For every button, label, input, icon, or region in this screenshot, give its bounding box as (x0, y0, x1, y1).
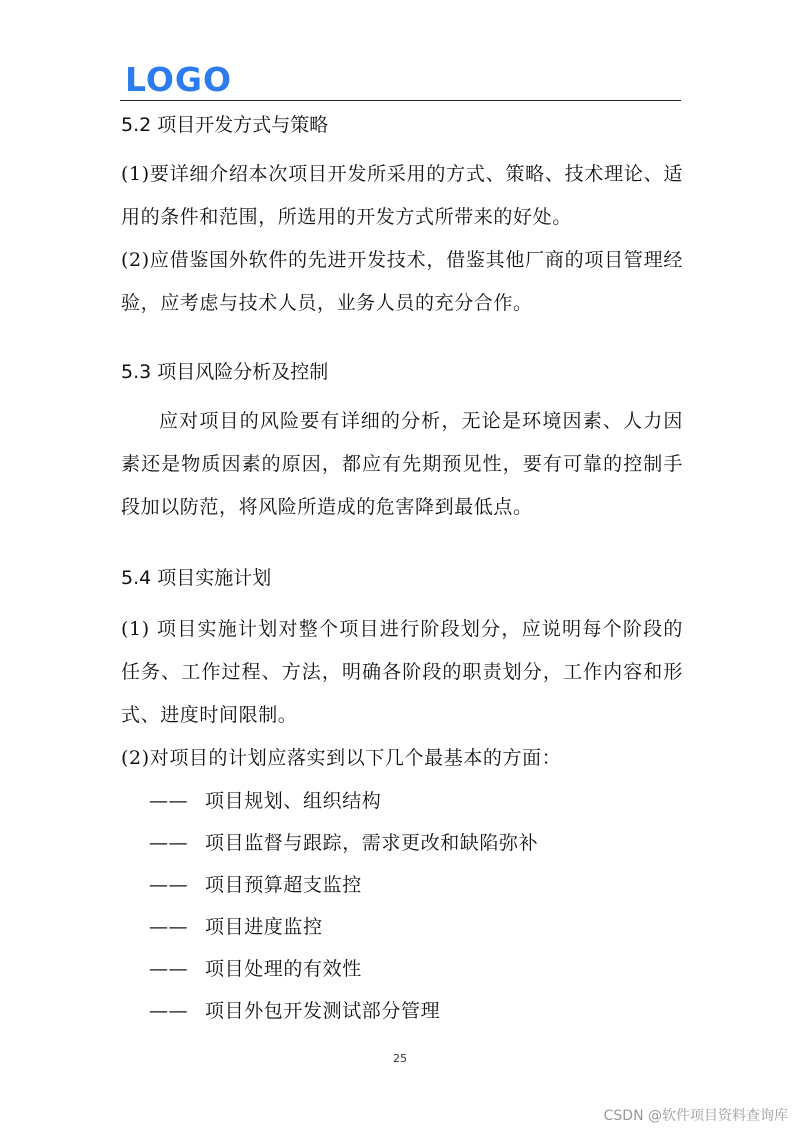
list-item (121, 990, 683, 1032)
paragraph-5-3-1: 应对项目的风险要有详细的分析，无论是环境因素、人力因素还是物质因素的原因，都应有先期预见性，要有可靠的控制手段加以防范，将风险所造成的危害降到最低点。 (121, 410, 683, 518)
logo: LOGO (125, 60, 233, 99)
list-item-text: 项目进度监控 (205, 916, 323, 938)
section-heading-5-4: 5.4 项目实施计划 (121, 567, 272, 589)
dash-mark: —— (149, 958, 189, 980)
paragraph-5-4-2: (2)对项目的计划应落实到以下几个最基本的方面： (121, 747, 562, 769)
dash-mark: —— (149, 874, 189, 896)
paragraph-5-2-2: (2)应借鉴国外软件的先进开发技术，借鉴其他厂商的项目管理经验，应考虑与技术人员，业务人员的充分合作。 (121, 249, 683, 314)
list-item (121, 906, 683, 948)
list-item-text: 项目规划、组织结构 (205, 790, 382, 812)
list-item-text: 项目监督与跟踪，需求更改和缺陷弥补 (205, 832, 539, 854)
watermark: CSDN @软件项目资料查询库 (603, 1108, 788, 1124)
dash-mark: —— (149, 790, 189, 812)
list-item (121, 864, 683, 906)
section-heading-5-3: 5.3 项目风险分析及控制 (121, 361, 329, 383)
list-item (121, 822, 683, 864)
section-heading-5-2: 5.2 项目开发方式与策略 (121, 114, 329, 136)
list-item (121, 780, 683, 822)
dash-mark: —— (149, 832, 189, 854)
dash-mark: —— (149, 1000, 189, 1022)
page-content (121, 102, 683, 1032)
paragraph-5-4-1: (1) 项目实施计划对整个项目进行阶段划分，应说明每个阶段的任务、工作过程、方法，明确各阶段的职责划分，工作内容和形式、进度时间限制。 (121, 618, 683, 726)
list-item-text: 项目处理的有效性 (205, 958, 362, 980)
list-item-text: 项目外包开发测试部分管理 (205, 1000, 441, 1022)
header-rule (120, 100, 681, 101)
list-item-text: 项目预算超支监控 (205, 874, 362, 896)
paragraph-5-2-1: (1)要详细介绍本次项目开发所采用的方式、策略、技术理论、适用的条件和范围，所选用的开发方式所带来的好处。 (121, 163, 683, 228)
page-number: 25 (393, 1052, 407, 1065)
dash-mark: —— (149, 916, 189, 938)
list-item (121, 948, 683, 990)
dash-list (121, 780, 683, 1032)
